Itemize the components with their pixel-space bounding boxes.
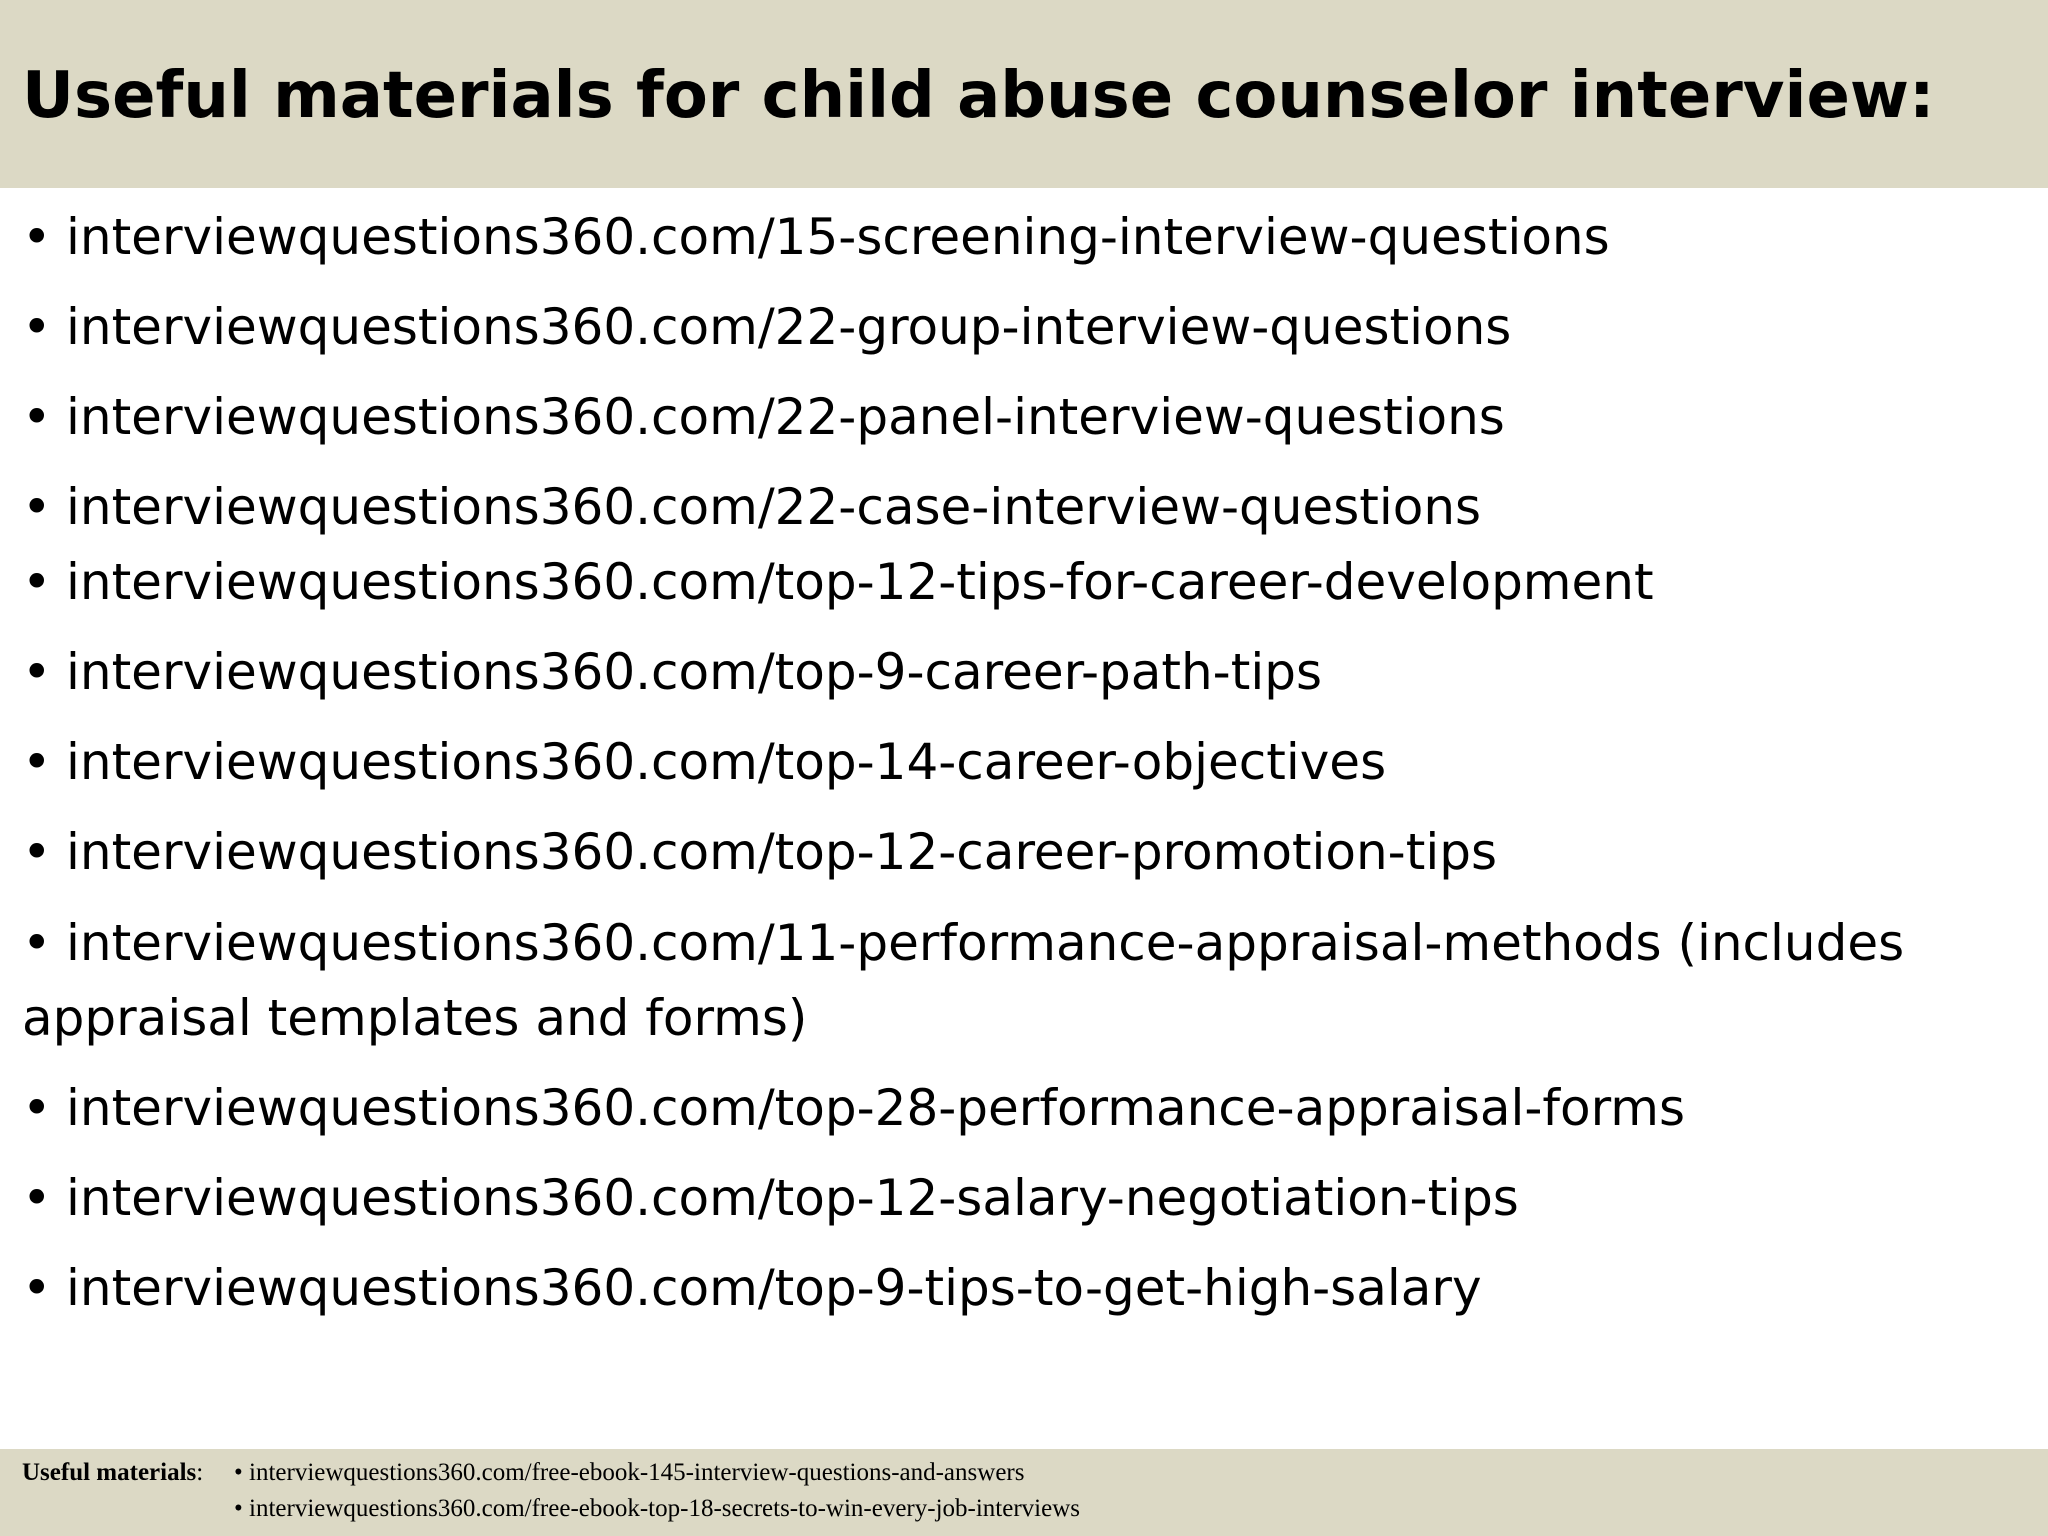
bullet: • [22, 208, 52, 266]
bullet: • [22, 298, 52, 356]
bullet: • [22, 553, 52, 611]
list-item-text: interviewquestions360.com/top-28-performance-appraisal-forms [66, 1079, 1686, 1137]
list-item [22, 1160, 2022, 1236]
footer-link: • interviewquestions360.com/free-ebook-top-18-secrets-to-win-every-job-interviews [234, 1495, 1080, 1522]
list-item-text: appraisal templates and forms) [22, 989, 808, 1047]
bullet: • [22, 1169, 52, 1227]
list-item-text: interviewquestions360.com/15-screening-interview-questions [66, 208, 1610, 266]
list-item [22, 814, 2022, 890]
bullet: • [22, 1079, 52, 1137]
list-item [22, 469, 2022, 545]
list-item [22, 289, 2022, 365]
footer-separator: : [196, 1459, 204, 1486]
footer-label-text: Useful materials [22, 1459, 197, 1486]
list-item-text: interviewquestions360.com/top-12-tips-for-career-development [66, 553, 1654, 611]
list-item-continuation [22, 980, 2022, 1056]
bullet: • [22, 388, 52, 446]
list-item [22, 1250, 2022, 1326]
bullet: • [22, 733, 52, 791]
list-item [22, 544, 2022, 620]
list-item [22, 905, 2022, 981]
bullet: • [22, 478, 52, 536]
bullet: • [22, 823, 52, 881]
list-item [22, 199, 2022, 275]
bullet: • [22, 1259, 52, 1317]
list-item [22, 724, 2022, 800]
list-item-text: interviewquestions360.com/22-group-interview-questions [66, 298, 1512, 356]
list-item [22, 634, 2022, 710]
list-item [22, 379, 2022, 455]
list-item-text: interviewquestions360.com/22-panel-interview-questions [66, 388, 1505, 446]
list-item-text: interviewquestions360.com/11-performance-appraisal-methods (includes [66, 914, 1905, 972]
list-item [22, 1070, 2022, 1146]
list-item-text: interviewquestions360.com/top-9-tips-to-get-high-salary [66, 1259, 1482, 1317]
bullet: • [22, 643, 52, 701]
list-item-text: interviewquestions360.com/top-14-career-objectives [66, 733, 1387, 791]
bullet: • [22, 914, 52, 972]
list-item-text: interviewquestions360.com/22-case-interview-questions [66, 478, 1482, 536]
footer-label [22, 1456, 203, 1490]
list-item-text: interviewquestions360.com/top-12-career-promotion-tips [66, 823, 1498, 881]
list-item-text: interviewquestions360.com/top-9-career-path-tips [66, 643, 1323, 701]
footer-link: • interviewquestions360.com/free-ebook-145-interview-questions-and-answers [234, 1459, 1025, 1486]
slide-title: Useful materials for child abuse counselor interview: [22, 59, 1935, 133]
list-item-text: interviewquestions360.com/top-12-salary-negotiation-tips [66, 1169, 1519, 1227]
